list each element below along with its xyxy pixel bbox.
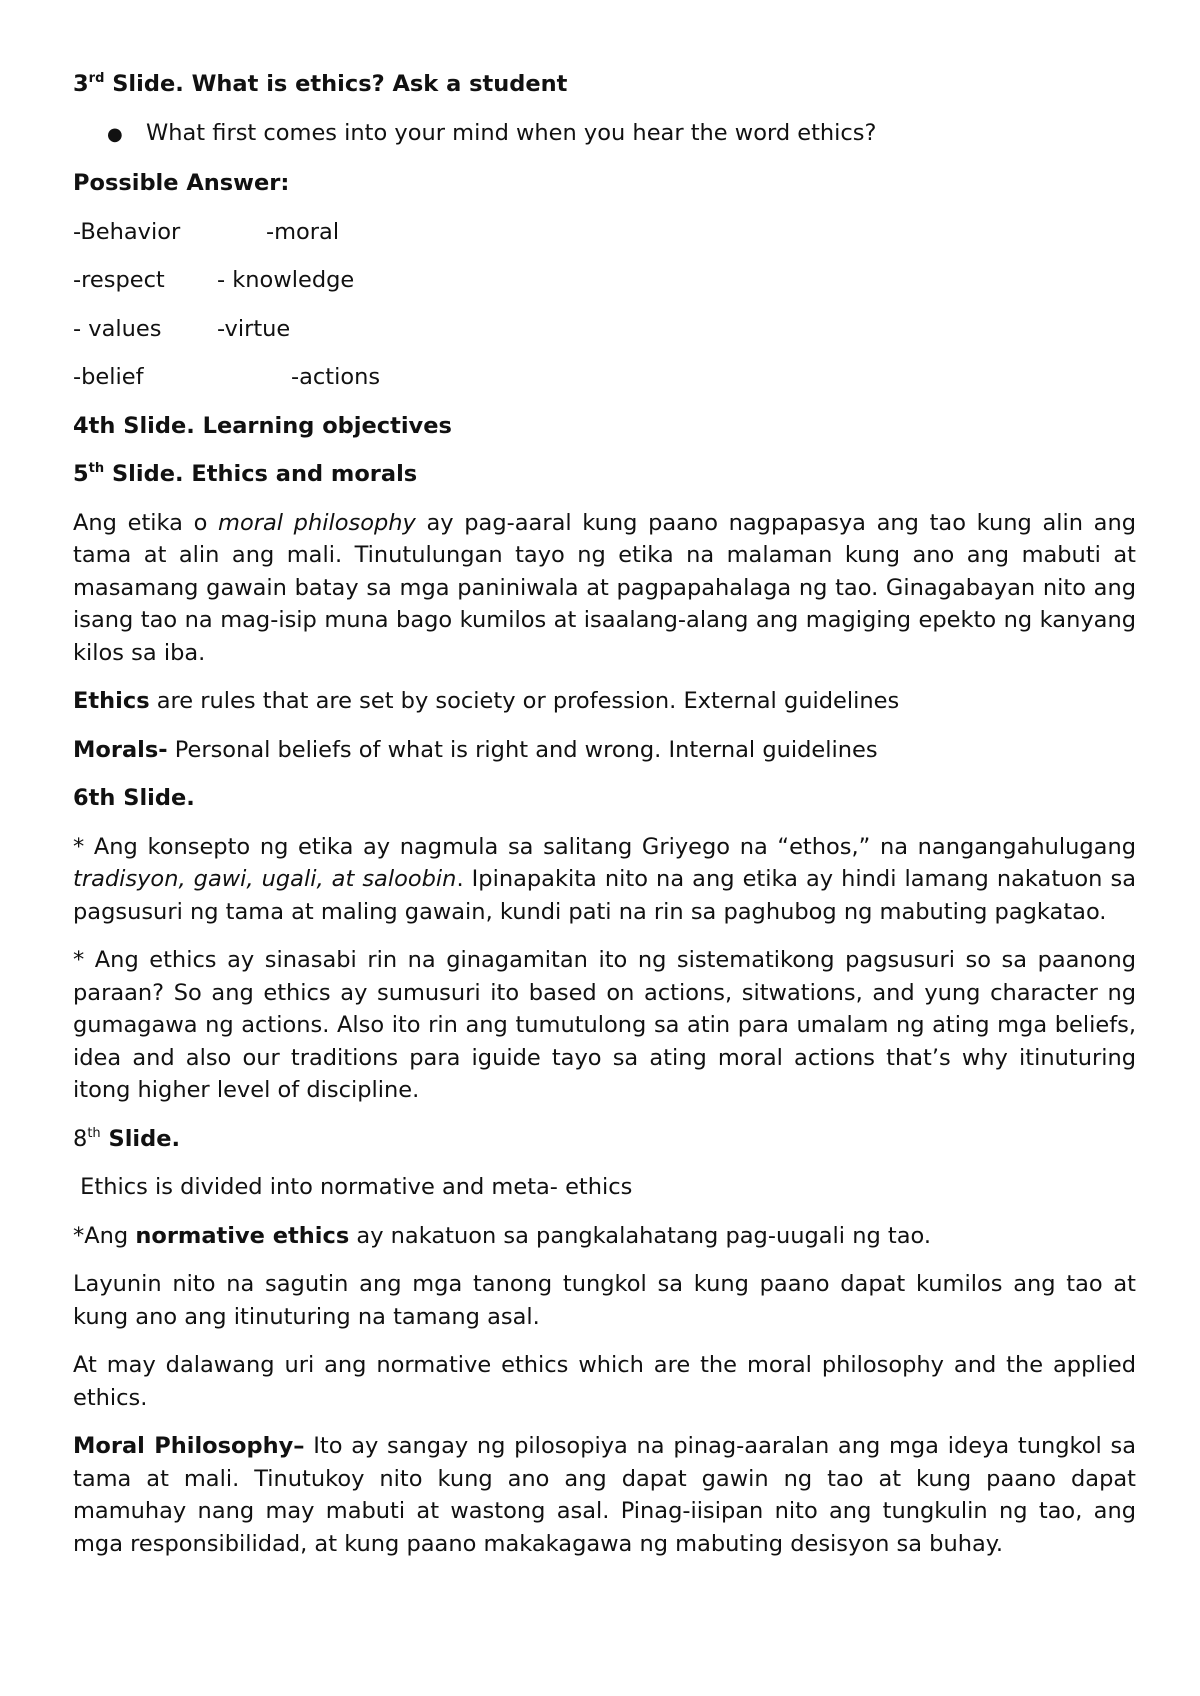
answer-row: -belief -actions [73, 364, 381, 390]
morals-definition: Morals- Personal beliefs of what is right and wrong. Internal guidelines [73, 736, 878, 763]
two-types-paragraph: At may dalawang uri ang normative ethics which are the moral philosophy and the applied ethics. [73, 1352, 1136, 1411]
ethics-definition: Ethics are rules that are set by society or profession. External guidelines [73, 688, 900, 714]
answer-row: -Behavior -moral [73, 218, 340, 245]
systematic-paragraph: * Ang ethics ay sinasabi rin na ginagamitan ito ng sistematikong pagsusuri so sa paanong paraan? So ang ethics ay sumusuri ito based on actions, sitwations, and yung character ng gumagawa ng actions. Also ito rin ang tumutulong sa atin para umalam ng ating mga beliefs, idea and also our traditions para iguide tayo sa ating moral actions that’s why itinuturing itong higher level of discipline. [73, 947, 1136, 1103]
slide6-heading: 6th Slide. [73, 785, 195, 811]
ethos-paragraph: * Ang konsepto ng etika ay nagmula sa salitang Griyego na “ethos,” na nangangahulugang tradisyon, gawi, ugali, at saloobin. Ipinapakita nito na ang etika ay hindi lamang nakatuon sa pagsusuri ng tama at maling gawain, kundi pati na rin sa paghubog ng mabuting pagkatao. [73, 833, 1137, 925]
slide8-heading: 8th Slide. [73, 1125, 181, 1152]
slide3-heading: 3rd Slide. What is ethics? Ask a student [73, 71, 568, 97]
layunin-paragraph: Layunin nito na sagutin ang mga tanong tungkol sa kung paano dapat kumilos ang tao at kung ano ang itinuturing na tamang asal. [73, 1271, 1136, 1330]
answer-row: -respect - knowledge [73, 267, 355, 293]
slide3-bullet-item: ● What first comes into your mind when you hear the word ethics? [73, 117, 1136, 152]
etika-paragraph: Ang etika o moral philosophy ay pag-aaral kung paano nagpapasya ang tao kung alin ang tama at alin ang mali. Tinutulungan tayo ng etika na malaman kung ano ang mabuti at masamang gawain batay sa mga paniniwala at pagpapahalaga ng tao. Ginagabayan nito ang isang tao na mag-isip muna bago kumilos at isaalang-alang ang magiging epekto ng kanyang kilos sa iba. [73, 509, 1136, 666]
ethics-division-line: Ethics is divided into normative and meta- ethics [73, 1174, 633, 1200]
slide4-heading: 4th Slide. Learning objectives [73, 412, 452, 439]
answer-row: - values -virtue [73, 315, 291, 342]
slide5-heading: 5th Slide. Ethics and morals [73, 461, 418, 487]
moral-philosophy-paragraph: Moral Philosophy– Ito ay sangay ng pilosopiya na pinag-aaralan ang mga ideya tungkol sa tama at mali. Tinutukoy nito kung ano ang dapat gawin ng tao at kung paano dapat mamuhay nang may mabuti at wastong asal. Pinag-iisipan nito ang tungkulin ng tao, ang mga responsibilidad, at kung paano makakagawa ng mabuting desisyon sa buhay. [73, 1433, 1136, 1557]
normative-ethics-line: *Ang normative ethics ay nakatuon sa pangkalahatang pag-uugali ng tao. [73, 1222, 932, 1249]
possible-answer-label: Possible Answer: [73, 170, 290, 196]
bullet-icon: ● [107, 123, 123, 145]
